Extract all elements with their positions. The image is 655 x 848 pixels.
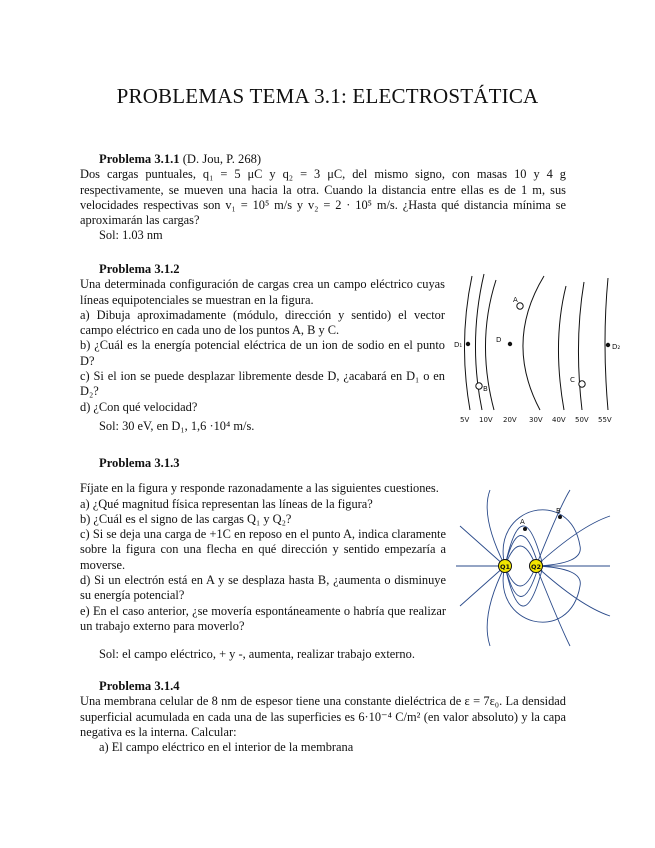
problem-heading: Problema 3.1.3 [99,456,180,470]
field-line [460,566,505,606]
potential-label: 5V [460,416,470,424]
field-line [536,490,570,566]
field-line [487,566,505,646]
problem-solution: Sol: 1.03 nm [99,228,163,243]
potential-label: 50V [575,416,589,424]
page-title: PROBLEMAS TEMA 3.1: ELECTROSTÁTICA [116,84,539,108]
question-c: c) Si el ion se puede desplazar libremente desde D, ¿acabará en D₁ o en D₂? [80,369,445,399]
question-e: e) En el caso anterior, ¿se movería espontáneamente o habría que realizar un trabajo externo para moverlo? [80,603,446,633]
problem-heading: Problema 3.1.4 [99,679,180,693]
point-a-marker [523,527,527,531]
problem-heading-label: Problema 3.1.1 [99,152,180,166]
equipotential-line [523,276,544,410]
point-label: B [556,507,561,515]
charge-label: Q2 [531,563,542,571]
problem-3-1-2 [80,262,445,434]
problem-statement: Una membrana celular de 8 nm de espesor tiene una constante dieléctrica de ε = 7ε₀. La densidad superficial acumulada en cada una de las superficies es 6·10⁻⁴ C/m² (en valor absoluto) y la capa negativa es la interna. Calcular: [80,694,566,739]
field-line [503,566,580,622]
field-lines-figure [450,486,618,650]
point-label: D [496,336,502,344]
question-a: a) ¿Qué magnitud física representan las líneas de la figura? [80,496,373,511]
point-label: D₂ [612,343,621,351]
point-c-marker [579,381,585,387]
problem-heading [99,152,566,167]
equipotential-line [578,282,584,410]
potential-label: 10V [479,416,493,424]
equipotential-line [558,286,566,410]
problem-solution: Sol: 30 eV, en D₁, 1,6 ·10⁴ m/s. [99,418,255,433]
problem-intro: Una determinada configuración de cargas crea un campo eléctrico cuyas líneas equipotenciales se muestran en la figura. [80,277,445,307]
question-a: a) El campo eléctrico en el interior de la membrana [99,740,354,755]
question-b: b) ¿Cuál es la energía potencial eléctrica de un ion de sodio en el punto D? [80,338,445,368]
potential-label: 55V [598,416,612,424]
problem-solution: Sol: el campo eléctrico, + y -, aumenta, realizar trabajo externo. [99,647,415,661]
question-b: b) ¿Cuál es el signo de las cargas Q₁ y Q₂? [80,511,292,526]
problem-3-1-4 [80,679,566,755]
potential-label: 20V [503,416,517,424]
question-c: c) Si se deja una carga de +1C en reposo en el punto A, indica claramente sobre la figura con una flecha en qué dirección y sentido empezaría a moverse. [80,527,446,572]
field-line [487,490,505,566]
field-line [503,510,580,566]
point-label: D₁ [454,341,463,349]
question-d: d) ¿Con qué velocidad? [80,399,198,414]
point-label: C [570,376,575,384]
problem-statement: Dos cargas puntuales, q₁ = 5 μC y q₂ = 3 μC, del mismo signo, con masas 10 y 4 g respectivamente, se mueven una hacia la otra. Cuando la distancia entre ellas es de 1 m, sus velocidades respectivas son v₁ = 10⁵ m/s y v₂ = 2 · 10⁵ m/s. ¿Hasta qué distancia mínima se aproximarán las cargas? [80,167,566,228]
point-label: A [520,518,525,526]
charge-label: Q1 [500,563,511,571]
problem-intro: Fíjate en la figura y responde razonadamente a las siguientes cuestiones. [80,481,439,496]
potential-label: 40V [552,416,566,424]
equipotential-figure [452,272,622,430]
point-b-marker [476,383,482,389]
problem-heading: Problema 3.1.2 [99,262,180,276]
field-line [460,526,505,566]
field-line [536,566,570,646]
problem-3-1-3 [80,456,446,634]
point-label: B [483,385,488,393]
point-label: A [513,296,518,304]
question-a: a) Dibuja aproximadamente (módulo, dirección y sentido) el vector campo eléctrico en cada uno de los puntos A, B y C. [80,307,445,338]
point-d2-marker [606,343,610,347]
point-d-marker [508,342,512,346]
problem-3-1-1 [80,152,566,244]
question-d: d) Si un electrón está en A y se desplaza hasta B, ¿aumenta o disminuye su energía potencial? [80,573,446,603]
point-b-marker [558,515,562,519]
potential-label: 30V [529,416,543,424]
problem-source: (D. Jou, P. 268) [182,152,262,166]
point-d1-marker [466,342,470,346]
